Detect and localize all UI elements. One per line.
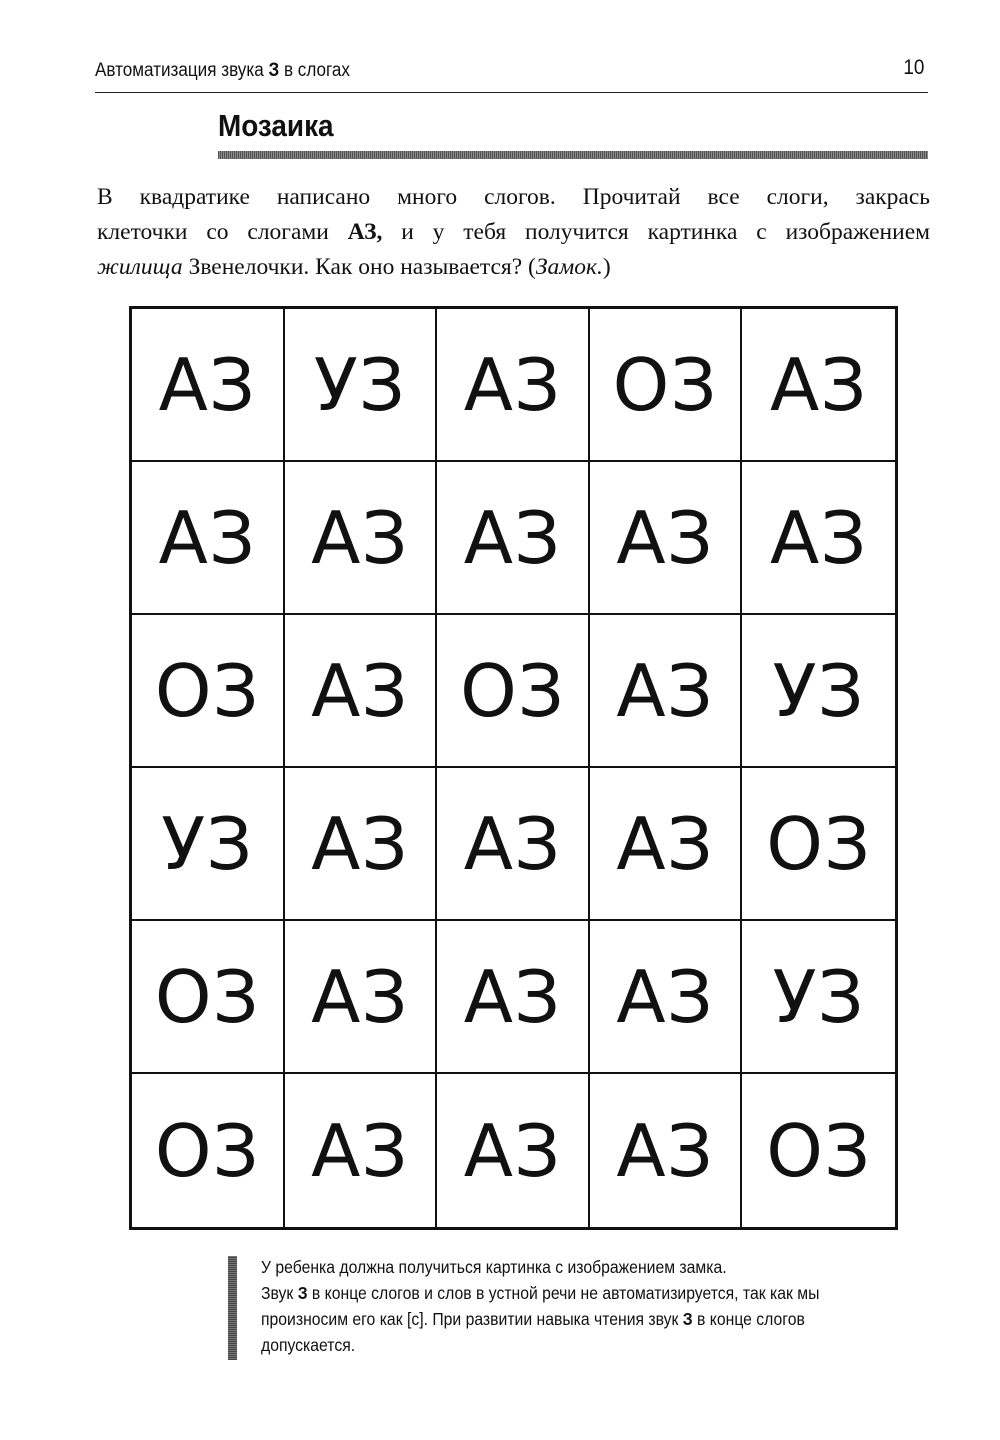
instruction-line-3 (97, 250, 930, 285)
mosaic-cell[interactable]: ОЗ (132, 1074, 285, 1227)
mosaic-cell[interactable]: УЗ (742, 615, 895, 768)
title-underline (218, 151, 928, 159)
mosaic-cell[interactable]: УЗ (132, 768, 285, 921)
mosaic-cell[interactable]: ОЗ (132, 615, 285, 768)
mosaic-cell[interactable]: АЗ (437, 309, 590, 462)
mosaic-cell[interactable]: ОЗ (742, 768, 895, 921)
section-title-letter: З (268, 60, 280, 81)
mosaic-cell[interactable]: ОЗ (132, 921, 285, 1074)
mosaic-cell[interactable]: АЗ (590, 615, 743, 768)
section-title-suffix: в слогах (279, 60, 350, 81)
note-text (261, 1254, 936, 1358)
section-title (95, 60, 350, 82)
running-header (95, 54, 928, 93)
mosaic-cell[interactable]: АЗ (590, 768, 743, 921)
instruction-line-3-end: ) (602, 254, 611, 280)
note-line-3-bold: З (682, 1309, 693, 1329)
page-number: 10 (902, 56, 924, 79)
note-line-1: У ребенка должна получиться картинка с изображением замка. (261, 1257, 727, 1277)
instruction-syllable-bold: АЗ, (347, 219, 383, 245)
mosaic-cell[interactable]: АЗ (590, 1074, 743, 1227)
note-line-4: допускается. (261, 1335, 356, 1355)
note-line-2-post: в конце слогов и слов в устной речи не автоматизируется, так как мы (307, 1283, 820, 1303)
page-title: Мозаика (218, 108, 334, 143)
mosaic-cell[interactable]: АЗ (590, 462, 743, 615)
note-side-bar (228, 1256, 237, 1360)
mosaic-cell[interactable]: АЗ (437, 1074, 590, 1227)
mosaic-cell[interactable]: УЗ (742, 921, 895, 1074)
instruction-line-3-mid: Звенелочки. Как оно называется? ( (182, 254, 536, 280)
mosaic-cell[interactable]: АЗ (590, 921, 743, 1074)
mosaic-cell[interactable]: АЗ (285, 768, 438, 921)
instruction-line-2-post: и у тебя получится картинка с изображением (382, 219, 930, 245)
teacher-note (228, 1254, 930, 1360)
mosaic-cell[interactable]: АЗ (132, 309, 285, 462)
mosaic-grid (129, 306, 898, 1230)
note-line-2 (261, 1280, 869, 1306)
mosaic-cell[interactable]: УЗ (285, 309, 438, 462)
mosaic-cell[interactable]: АЗ (285, 462, 438, 615)
note-line-3-post: в конце слогов (692, 1309, 805, 1329)
mosaic-cell[interactable]: АЗ (285, 1074, 438, 1227)
mosaic-cell[interactable]: АЗ (285, 921, 438, 1074)
note-line-2-pre: Звук (261, 1283, 298, 1303)
instruction-line-2 (97, 215, 930, 250)
mosaic-cell[interactable]: АЗ (437, 921, 590, 1074)
mosaic-cell[interactable]: АЗ (437, 768, 590, 921)
section-title-prefix: Автоматизация звука (95, 60, 269, 81)
instruction-italic-word: жилища (97, 254, 183, 280)
mosaic-cell[interactable]: АЗ (285, 615, 438, 768)
mosaic-cell[interactable]: ОЗ (766, 1108, 872, 1193)
note-line-2-bold: З (297, 1283, 308, 1303)
mosaic-cell[interactable]: ОЗ (590, 309, 743, 462)
instruction-line-1: В квадратике написано много слогов. Прочитай все слоги, закрась (97, 184, 930, 210)
mosaic-cell[interactable]: АЗ (742, 462, 895, 615)
instruction-text (97, 180, 930, 285)
instruction-answer: Замок. (535, 254, 603, 280)
mosaic-cell[interactable]: ОЗ (437, 615, 590, 768)
note-line-3-pre: произносим его как [с]. При развитии навыка чтения звук (261, 1309, 683, 1329)
note-line-3 (261, 1306, 869, 1332)
mosaic-cell[interactable]: АЗ (132, 462, 285, 615)
instruction-line-2-pre: клеточки со слогами (97, 219, 348, 245)
mosaic-cell[interactable]: АЗ (742, 309, 895, 462)
mosaic-cell[interactable]: АЗ (437, 462, 590, 615)
